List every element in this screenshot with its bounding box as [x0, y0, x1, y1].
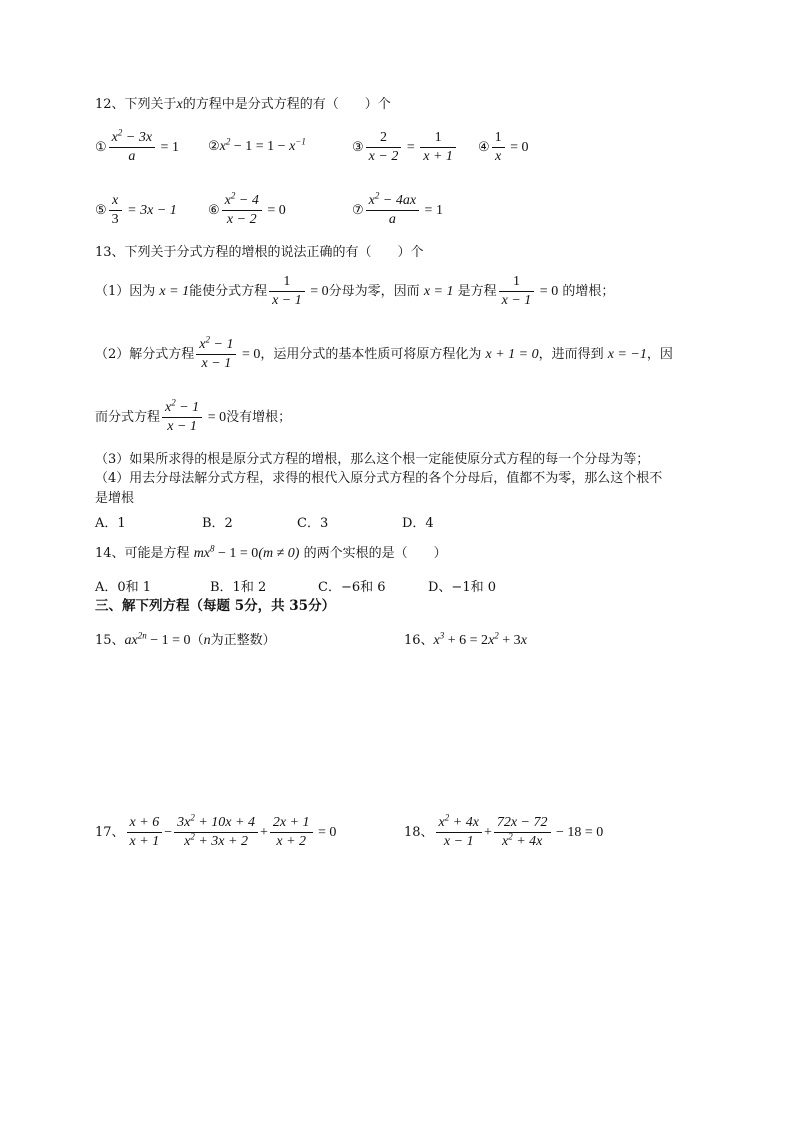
q14-stem-text2: 的两个实根的是（ ）	[299, 546, 447, 561]
q12-option-1	[95, 127, 179, 165]
q12-option-4-rhs: = 0	[506, 140, 529, 155]
q12-option-5	[95, 193, 177, 228]
q18-f1-den: x − 1	[443, 834, 474, 849]
q12-option-7-num-rest: − 4ax	[379, 193, 417, 208]
q13-s1-d: = 0	[306, 284, 329, 299]
q13-s1-fraction-2	[499, 274, 535, 309]
q13-s1-e: 分母为零，因而	[328, 284, 424, 299]
q12-option-3-num1: 2	[366, 130, 402, 148]
q15-label: 15、	[95, 633, 125, 648]
q13-statement-3: （3）如果所求得的根是原分式方程的增根，那么这个根一定能使原分式方程的每一个分母为等；	[95, 452, 650, 467]
q18-f2-den-b: + 4x	[512, 834, 543, 849]
q17-f2-denominator	[174, 833, 258, 850]
q13-s2b-fn: x	[165, 400, 172, 415]
q17-label: 17、	[95, 825, 125, 840]
q17-f3-num: 2x + 1	[270, 815, 313, 833]
q17-f3-den: x + 2	[276, 834, 307, 849]
q12-option-6	[208, 190, 286, 228]
q13-s2-g: ，因	[646, 347, 673, 362]
q17-f2-den-a: x	[184, 834, 191, 849]
q13-s1-g: 是方程	[453, 284, 497, 299]
q12-option-1-numerator	[109, 127, 155, 148]
q13-s2-e: ，进而得到	[538, 347, 608, 362]
q13-stem: 13、下列关于分式方程的增根的说法正确的有（ ）个	[95, 245, 424, 260]
q14-choice-a: A．0和 1	[95, 580, 152, 595]
q16-label: 16、	[404, 633, 434, 648]
q17-fraction-2	[174, 812, 258, 850]
q12-option-6-label: ⑥	[208, 203, 220, 218]
q18-fraction-1	[436, 812, 482, 850]
q12-option-3-num2: 1	[420, 130, 456, 148]
q18-f2-den-a: x	[501, 834, 509, 849]
q12-option-1-denominator: a	[128, 149, 136, 164]
q17-f2-num-b: + 10x + 4	[194, 815, 255, 830]
q14-stem-text: 14、可能是方程	[95, 546, 194, 561]
q13-s1-i: 的增根；	[558, 284, 615, 299]
q15	[95, 629, 276, 649]
q13-s1-a: （1）因为	[95, 284, 160, 299]
q12-option-5-label: ⑤	[95, 203, 107, 218]
q12-option-4-den: x	[495, 149, 502, 164]
q15-eq-base: ax	[124, 633, 138, 648]
q12-option-2-sup: 2	[225, 136, 231, 147]
q18	[404, 812, 604, 850]
q13-choice-a: A．1	[95, 516, 126, 531]
q14-eq-condition: (m ≠ 0)	[258, 546, 300, 561]
q14-eq-mid: − 1 = 0	[214, 546, 259, 561]
q12-option-5-fraction	[109, 193, 122, 228]
q13-s2b-fd: x − 1	[167, 419, 197, 434]
q13-s2-fnrest: − 1	[210, 337, 234, 352]
q13-statement-4b: 是增根	[95, 491, 135, 506]
q13-s2b-c: 没有增根；	[226, 410, 292, 425]
q17-f1-num: x + 6	[127, 815, 163, 833]
q16	[404, 629, 527, 649]
q12-option-6-fraction	[222, 190, 262, 228]
q12-option-1-rhs: = 1	[157, 140, 179, 155]
q12-var: x	[176, 97, 183, 112]
q12-option-5-num: x	[109, 193, 122, 211]
q18-f2-den-sup: 2	[508, 831, 513, 842]
q12-option-3-den1: x − 2	[368, 149, 399, 164]
q13-s2b-fnsup: 2	[171, 397, 176, 408]
q13-statement-2	[95, 334, 673, 372]
q16-eq-x1: x	[433, 633, 440, 648]
q13-s2-d: x + 1 = 0	[485, 347, 539, 362]
q17-fraction-1	[127, 815, 163, 850]
q13-s2-fn: x	[199, 337, 206, 352]
q12-option-6-num-rest: − 4	[235, 193, 259, 208]
q13-statement-4a: （4）用去分母法解分式方程，求得的根代入原分式方程的各个分母后，值都不为零，那么这个根不	[95, 471, 663, 486]
q13-s1-fraction-1	[269, 274, 305, 309]
q12-option-6-rhs: = 0	[263, 203, 286, 218]
q12-stem-text2: 的方程中是分式方程的有（ ）个	[182, 97, 391, 112]
q12-option-7-num-sup: 2	[374, 190, 380, 201]
q13-s1-fn2: 1	[499, 274, 535, 292]
q18-op1: +	[483, 825, 492, 840]
q12-option-3	[352, 130, 458, 165]
q16-eq-mid: + 6 = 2	[444, 633, 489, 648]
q12-option-3-fraction-2	[420, 130, 456, 165]
q18-f1-num-a: x	[438, 815, 445, 830]
q15-note-open: （	[190, 633, 204, 648]
q13-s1-fd: x − 1	[272, 293, 302, 308]
q13-s2-f: x = −1	[607, 347, 647, 362]
q13-s2-c: ，运用分式的基本性质可将原方程化为	[260, 347, 486, 362]
q12-option-3-eq: =	[403, 140, 419, 155]
q18-f1-numerator	[436, 812, 482, 833]
q18-f2-denominator	[494, 833, 551, 850]
q13-s1-fn: 1	[269, 274, 305, 292]
q12-option-2-label: ②	[208, 139, 220, 154]
q14-choice-d: D、−1和 0	[428, 580, 496, 595]
q17	[95, 812, 337, 850]
q12-option-7-num-base: x	[368, 193, 375, 208]
section-3-title: 三、解下列方程（每题 5分，共 35分）	[95, 598, 336, 614]
q12-option-3-fraction-1	[366, 130, 402, 165]
q17-f2-num-sup: 2	[190, 812, 195, 823]
q17-f2-num-a: 3x	[177, 815, 191, 830]
q13-s2b-b: = 0	[204, 410, 227, 425]
q13-s2b-numerator	[162, 397, 202, 418]
q16-eq-plus: + 3	[498, 633, 521, 648]
q18-fraction-2	[494, 815, 551, 850]
q17-rhs: = 0	[314, 825, 337, 840]
q12-option-4-num: 1	[492, 130, 505, 148]
q14-choice-c: C．−6和 6	[318, 580, 386, 595]
q13-s1-f: x = 1	[423, 284, 454, 299]
q15-eq-sup: 2n	[137, 630, 147, 641]
q18-rest: − 18 = 0	[552, 825, 604, 840]
q12-stem-text: 12、下列关于	[95, 97, 177, 112]
q13-s2-fd: x − 1	[201, 356, 232, 371]
q18-f2-num: 72x − 72	[494, 815, 551, 833]
q12-option-1-label: ①	[95, 140, 107, 155]
q12-option-6-num-sup: 2	[230, 190, 236, 201]
q14-choice-b: B．1和 2	[210, 580, 267, 595]
q15-eq-rest: − 1 = 0	[146, 633, 191, 648]
q12-option-5-rhs: = 3x − 1	[123, 203, 177, 218]
q16-eq-sup2: 2	[494, 630, 499, 641]
q12-option-1-num-sup: 2	[117, 127, 123, 138]
q17-fraction-3	[270, 815, 313, 850]
q12-option-7-fraction	[366, 190, 419, 228]
q17-op2: +	[259, 825, 268, 840]
q12-option-7	[352, 190, 443, 228]
q14-stem	[95, 542, 447, 562]
q17-f2-numerator	[174, 812, 258, 833]
q12-option-4	[478, 130, 529, 165]
q12-option-1-num-base: x	[111, 130, 118, 145]
q16-eq-x3: x	[520, 633, 527, 648]
q12-option-2-base: x	[219, 139, 226, 154]
q12-option-6-den: x − 2	[226, 212, 257, 227]
q12-option-6-numerator	[222, 190, 262, 211]
q13-statement-1	[95, 274, 614, 309]
q13-s2-a: （2）解分式方程	[95, 347, 195, 362]
q12-option-2-mid: − 1 = 1 −	[230, 139, 290, 154]
q12-option-7-numerator	[366, 190, 419, 211]
q13-s2-fraction	[196, 334, 236, 372]
q12-option-7-rhs: = 1	[421, 203, 443, 218]
q13-s2b-a: 而分式方程	[95, 410, 161, 425]
q13-choice-c: C．3	[297, 516, 329, 531]
q14-eq-sup: 8	[210, 543, 215, 554]
q12-stem	[95, 96, 391, 114]
q16-eq-x2: x	[488, 633, 495, 648]
q13-statement-2-cont	[95, 397, 292, 435]
q12-option-4-fraction	[492, 130, 505, 165]
q12-option-6-num-base: x	[224, 193, 231, 208]
q18-f1-num-sup: 2	[444, 812, 450, 823]
q13-choice-d: D．4	[402, 516, 434, 531]
q12-option-7-den: a	[388, 212, 396, 227]
q15-note-text: 为正整数）	[210, 633, 276, 648]
q12-option-2-sup2: −1	[295, 136, 306, 147]
q17-f2-den-b: + 3x + 2	[194, 834, 248, 849]
q12-option-7-label: ⑦	[352, 203, 364, 218]
q13-s2b-fnrest: − 1	[175, 400, 200, 415]
q18-label: 18、	[404, 825, 434, 840]
q12-option-3-den2: x + 1	[423, 149, 453, 164]
q13-s1-c: 能使分式方程	[189, 284, 268, 299]
q12-option-4-label: ④	[478, 140, 490, 155]
q12-option-1-fraction	[109, 127, 155, 165]
q12-option-2-base2: x	[289, 139, 296, 154]
q13-s1-fd2: x − 1	[501, 293, 532, 308]
q12-option-1-num-rest: − 3x	[122, 130, 153, 145]
q14-eq-base: mx	[193, 546, 211, 561]
q13-s2-fnsup: 2	[205, 334, 210, 345]
q13-s1-h: = 0	[536, 284, 559, 299]
q13-s2-b: = 0	[238, 347, 261, 362]
q12-option-5-den: 3	[111, 212, 119, 227]
q13-choice-b: B．2	[202, 516, 233, 531]
q12-option-3-label: ③	[352, 140, 364, 155]
q13-s2-numerator	[196, 334, 236, 355]
q13-s2b-fraction	[162, 397, 202, 435]
q15-note-var: n	[203, 633, 211, 648]
q17-f2-den-sup: 2	[190, 831, 195, 842]
q17-f1-den: x + 1	[129, 834, 160, 849]
q12-option-2	[208, 136, 306, 155]
q17-op1: −	[164, 825, 173, 840]
q13-s1-b: x = 1	[159, 284, 190, 299]
q18-f1-num-b: + 4x	[449, 815, 479, 830]
q16-eq-sup1: 3	[439, 630, 445, 641]
